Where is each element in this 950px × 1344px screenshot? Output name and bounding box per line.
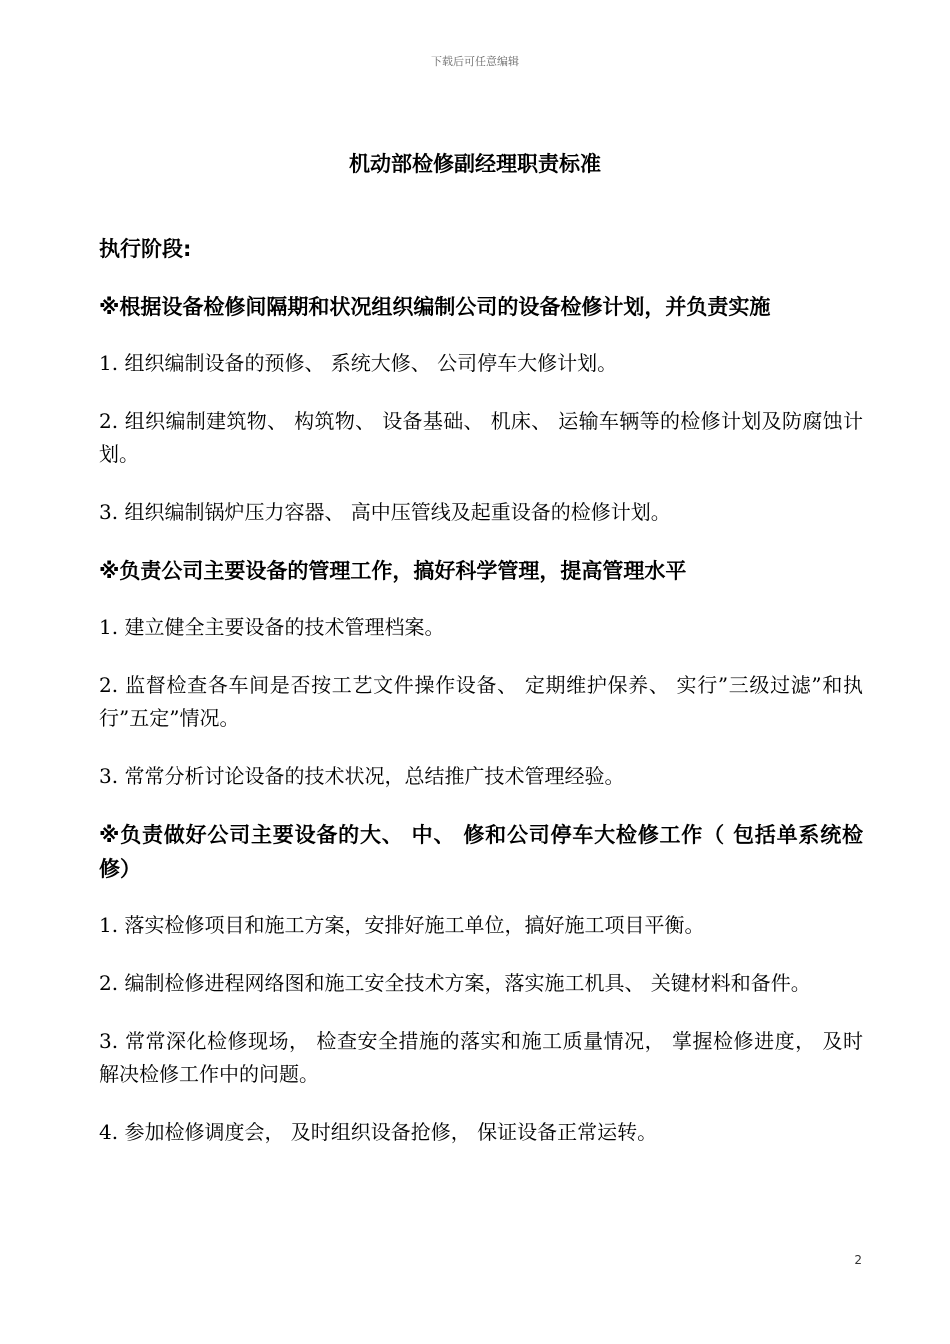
list-item: 4. 参加检修调度会， 及时组织设备抢修， 保证设备正常运转。 [99, 1120, 658, 1144]
list-item: 3. 常常分析讨论设备的技术状况，总结推广技术管理经验。 [99, 764, 625, 788]
list-item: 1. 建立健全主要设备的技术管理档案。 [99, 615, 445, 639]
section-overhaul-work [99, 818, 863, 1149]
list-item: 1. 落实检修项目和施工方案，安排好施工单位，搞好施工项目平衡。 [99, 913, 705, 937]
header-note: 下载后可任意编辑 [431, 55, 519, 68]
section-maintenance-plan [99, 290, 863, 529]
list-item: 3. 组织编制锅炉压力容器、 高中压管线及起重设备的检修计划。 [99, 500, 671, 524]
section-heading: ※负责做好公司主要设备的大、 中、 修和公司停车大检修工作（ 包括单系统检修） [99, 823, 863, 881]
list-item: 2. 组织编制建筑物、 构筑物、 设备基础、 机床、 运输车辆等的检修计划及防腐蚀计划。 [99, 409, 863, 466]
list-item: 3. 常常深化检修现场， 检查安全措施的落实和施工质量情况， 掌握检修进度， 及时解决检修工作中的问题。 [99, 1029, 863, 1086]
list-item: 2. 监督检查各车间是否按工艺文件操作设备、 定期维护保养、 实行”三级过滤”和执行”五定”情况。 [99, 673, 863, 730]
list-item: 2. 编制检修进程网络图和施工安全技术方案，落实施工机具、 关键材料和备件。 [99, 971, 811, 995]
phase-label: 执行阶段: [99, 237, 192, 261]
list-item: 1. 组织编制设备的预修、 系统大修、 公司停车大修计划。 [99, 351, 618, 375]
section-heading: ※负责公司主要设备的管理工作，搞好科学管理，提高管理水平 [99, 559, 687, 583]
document-title: 机动部检修副经理职责标准 [349, 152, 601, 176]
document-body [99, 233, 863, 1174]
section-heading: ※根据设备检修间隔期和状况组织编制公司的设备检修计划，并负责实施 [99, 295, 771, 319]
page-number: 2 [854, 1253, 862, 1267]
section-equipment-management [99, 554, 863, 793]
